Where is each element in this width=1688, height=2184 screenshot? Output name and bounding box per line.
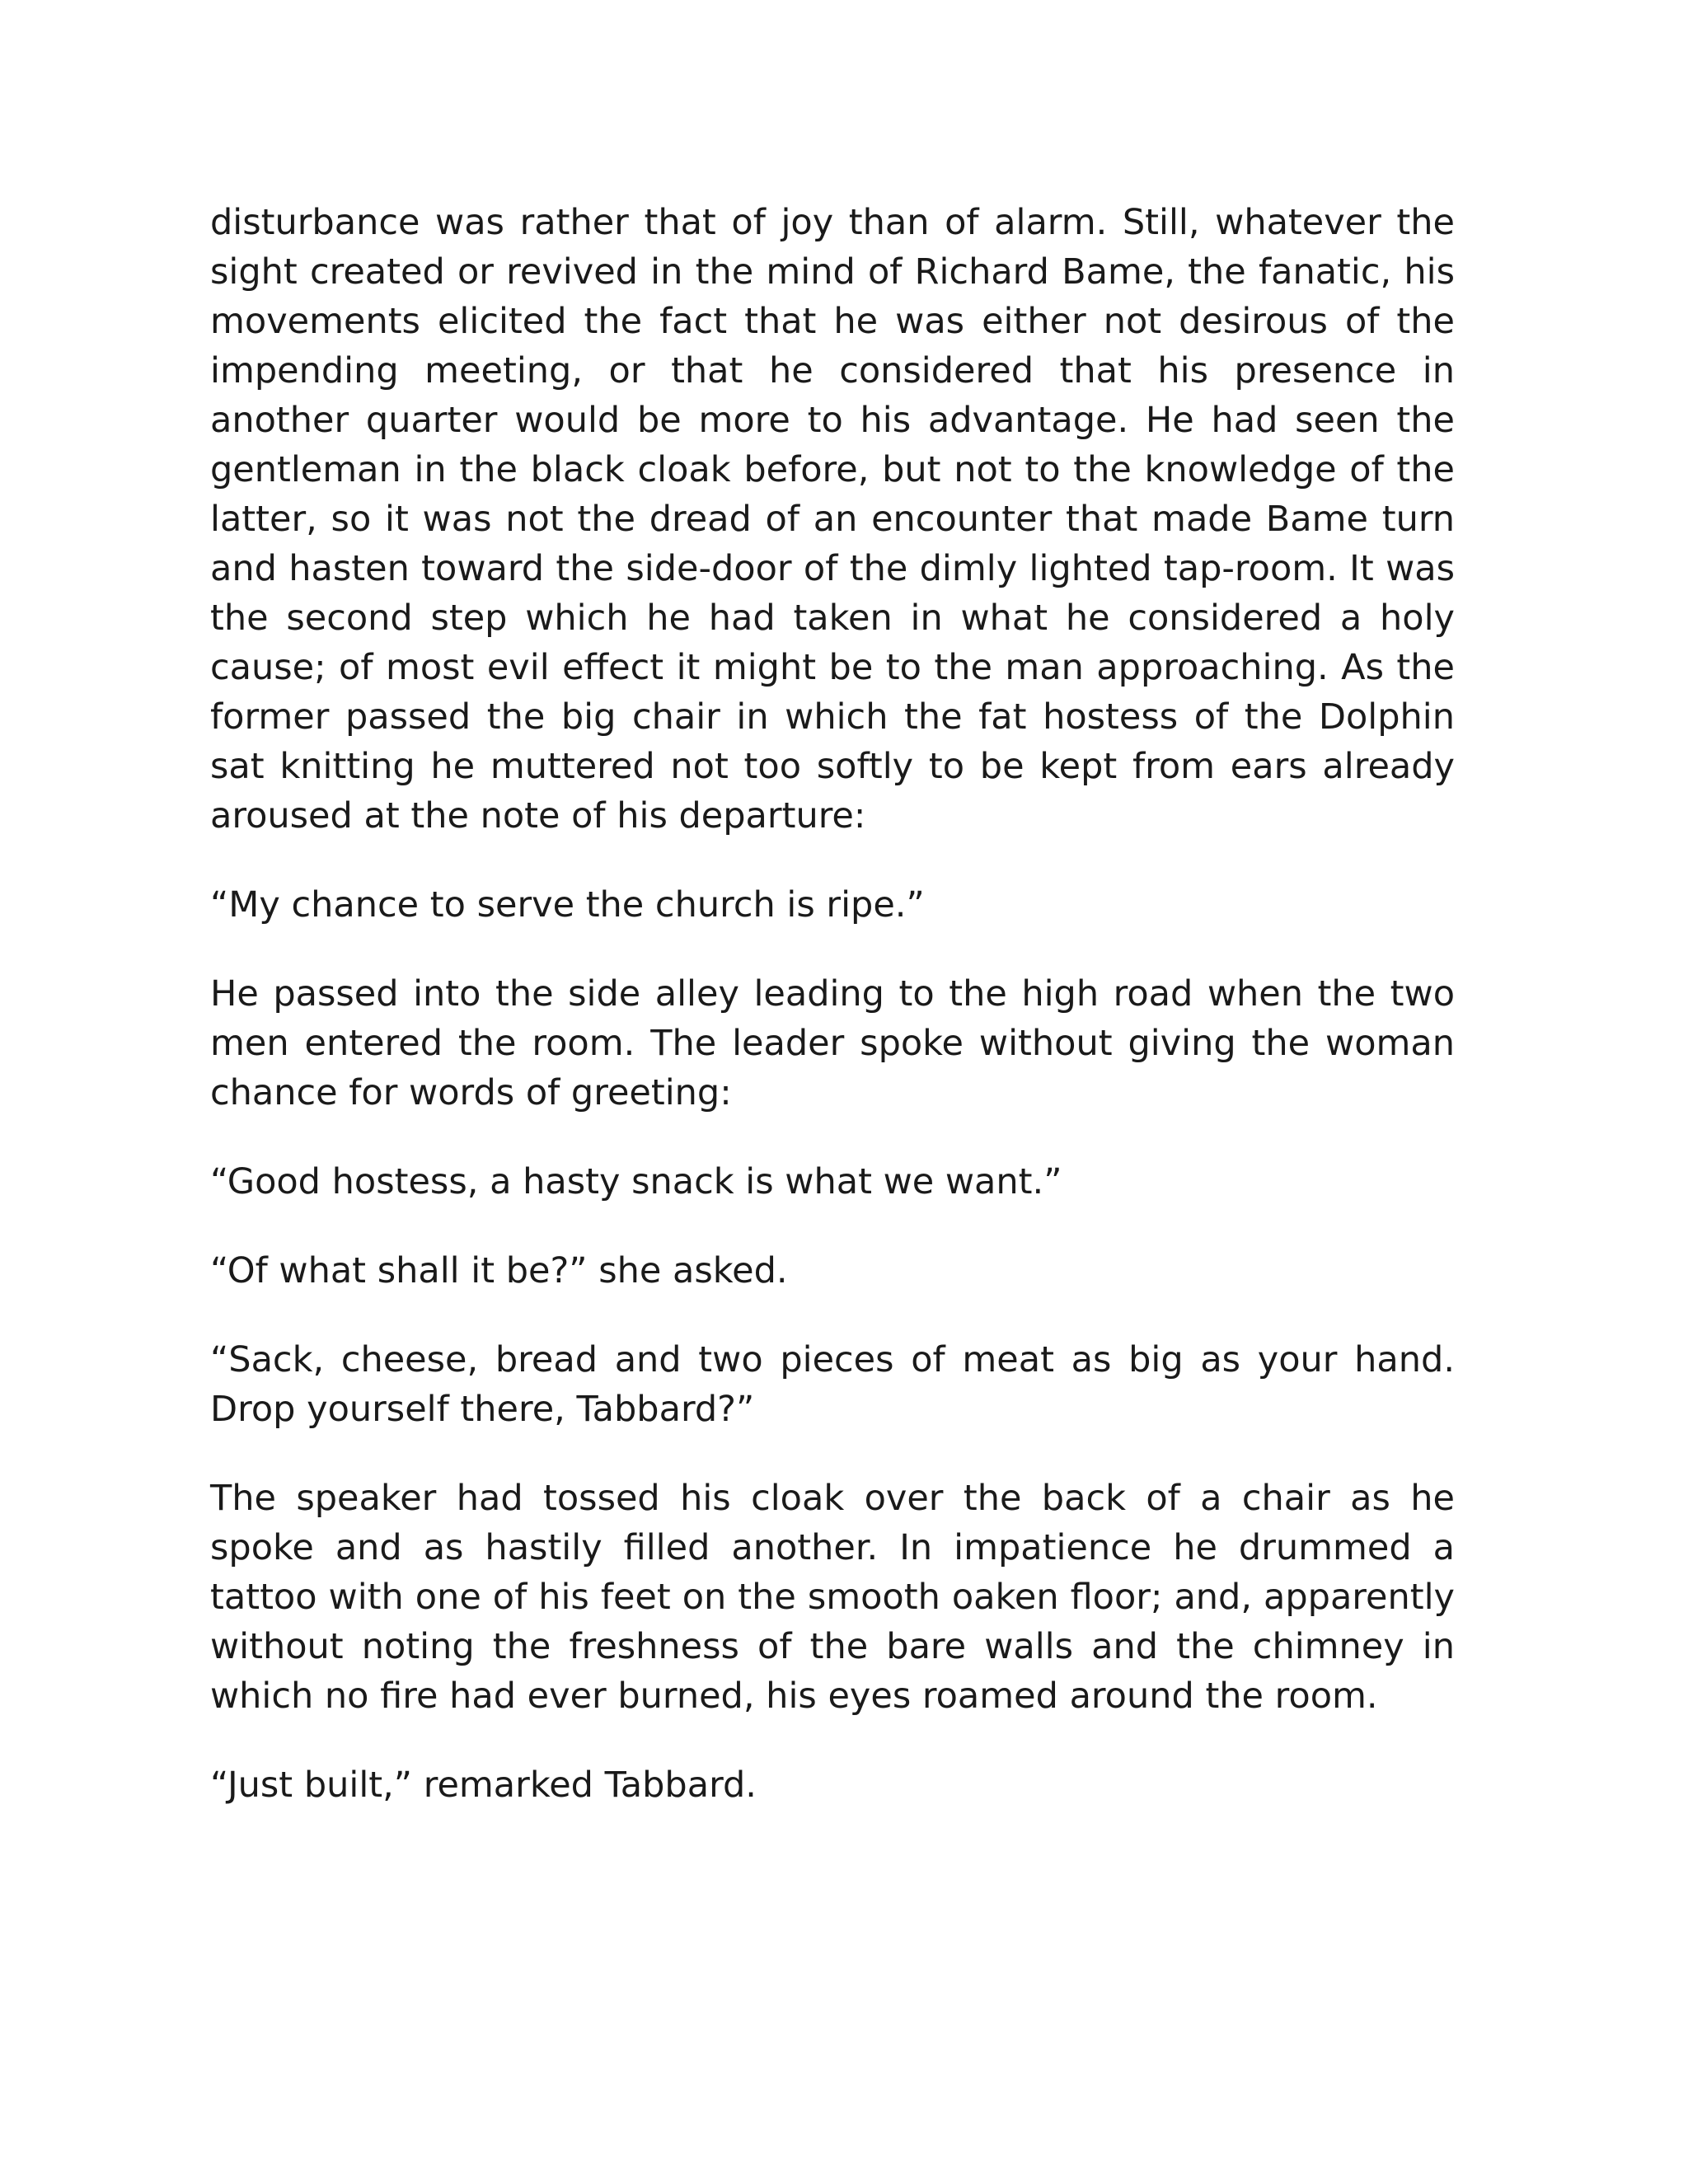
paragraph-7: The speaker had tossed his cloak over the back of a chair as he spoke and as hastily filled another. In impatience he drummed a tattoo with one of his feet on the smooth oaken floor; and, apparently without noting the freshness of the bare walls and the chimney in which no fire had ever burned, his eyes roamed around the room. <box>210 1478 1455 1717</box>
body-text <box>210 198 1455 1849</box>
paragraph-3: He passed into the side alley leading to the high road when the two men entered the room. The leader spoke without giving the woman chance for words of greeting: <box>210 973 1455 1113</box>
paragraph-8-dialogue: “Just built,” remarked Tabbard. <box>210 1765 757 1806</box>
paragraph-1: disturbance was rather that of joy than of alarm. Still, whatever the sight created or revived in the mind of Richard Bame, the fanatic, his movements elicited the fact that he was either not desirous of the impending meeting, or that he considered that his presence in another quarter would be more to his advantage. He had seen the gentleman in the black cloak before, but not to the knowledge of the latter, so it was not the dread of an encounter that made Bame turn and hasten toward the side-door of the dimly lighted tap-room. It was the second step which he had taken in what he considered a holy cause; of most evil effect it might be to the man approaching. As the former passed the big chair in which the fat hostess of the Dolphin sat knitting he muttered not too softly to be kept from ears already aroused at the note of his departure: <box>210 202 1455 837</box>
paragraph-2-dialogue: “My chance to serve the church is ripe.” <box>210 884 925 926</box>
paragraph-4-dialogue: “Good hostess, a hasty snack is what we want.” <box>210 1161 1062 1202</box>
paragraph-5-dialogue: “Of what shall it be?” she asked. <box>210 1250 788 1291</box>
paragraph-6-dialogue: “Sack, cheese, bread and two pieces of meat as big as your hand. Drop yourself there, Tabbard?” <box>210 1339 1455 1430</box>
